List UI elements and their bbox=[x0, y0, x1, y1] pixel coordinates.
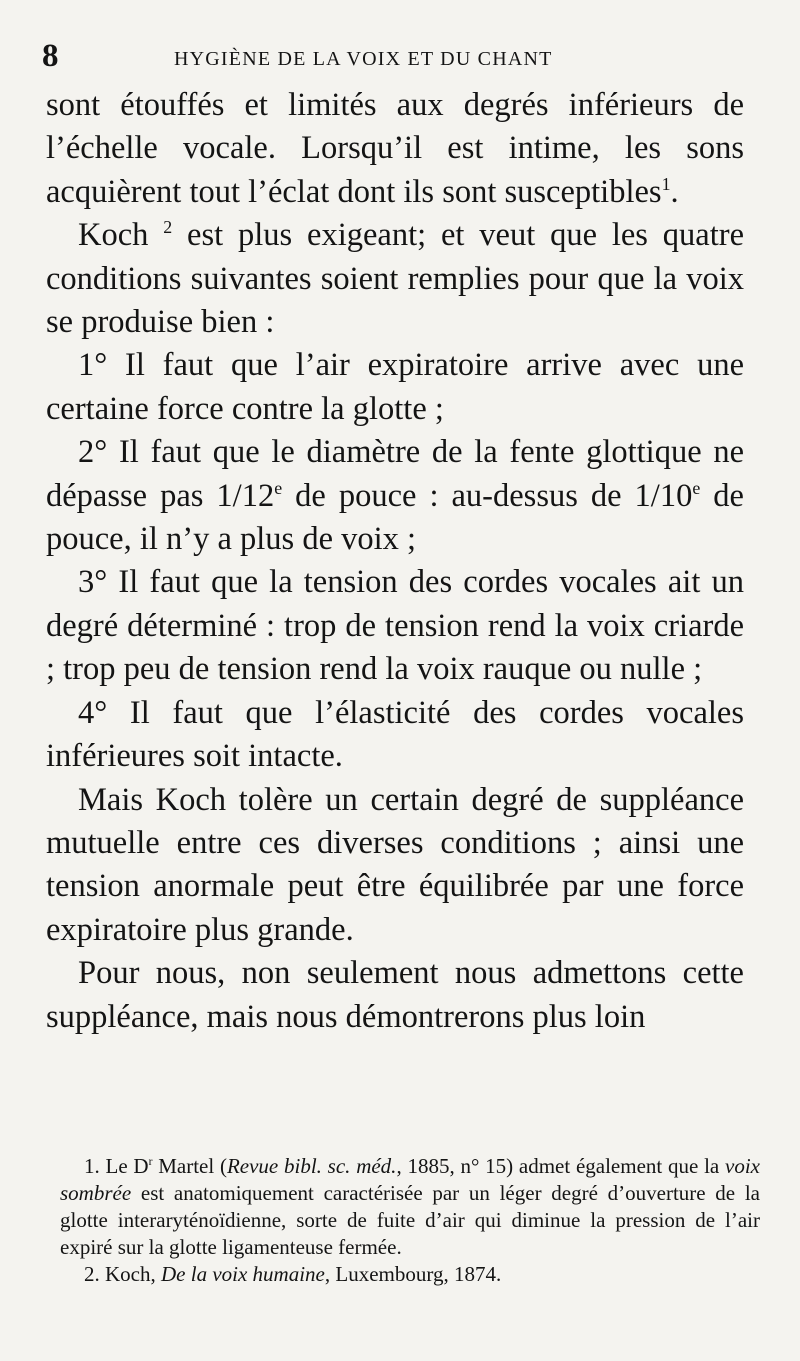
page-number: 8 bbox=[42, 38, 59, 74]
paragraph-koch bbox=[46, 214, 744, 344]
condition-text: de pouce : au-dessus de 1/10 bbox=[282, 477, 693, 514]
journal-title: Revue bibl. sc. méd. bbox=[226, 1154, 397, 1178]
ordinal-sup: e bbox=[274, 477, 283, 498]
paragraph-pour-nous: Pour nous, non seulement nous admettons cette suppléance, mais nous démontrerons plus loin bbox=[46, 955, 744, 1035]
running-title: HYGIÈNE DE LA VOIX ET DU CHANT bbox=[174, 48, 553, 70]
condition-4: 4° Il faut que l’élasticité des cordes vocales inférieures soit intacte. bbox=[46, 694, 744, 775]
condition-2 bbox=[46, 431, 744, 561]
condition-1: 1° Il faut que l’air expiratoire arrive avec une certaine force contre la glotte ; bbox=[46, 347, 744, 427]
ordinal-sup: e bbox=[692, 477, 701, 498]
footnote-1 bbox=[60, 1153, 760, 1261]
paragraph-text: est plus exigeant; et veut que les quatre conditions suivantes soient remplies pour que la voix se produise bien : bbox=[46, 217, 744, 341]
footnote-marker-2: 2 bbox=[163, 217, 173, 238]
footnote-text: 2. Koch, bbox=[84, 1262, 161, 1286]
footnote-text: Martel ( bbox=[152, 1154, 227, 1178]
footnotes bbox=[60, 1153, 760, 1288]
footnote-2 bbox=[60, 1261, 760, 1288]
title-abbrev-sup: r bbox=[148, 1156, 153, 1168]
main-text bbox=[46, 84, 744, 1039]
footnote-text: est anatomiquement caractérisée par un léger degré d’ouverture de la glotte interaryténoïdienne, sorte de fuite d’air qui diminue la pression de l’air expiré sur la glotte ligamenteuse fermée. bbox=[60, 1181, 760, 1259]
page-header bbox=[40, 38, 760, 78]
condition-3: 3° Il faut que la tension des cordes vocales ait un degré déterminé : trop de tension rend la voix criarde ; trop peu de tension rend la voix rauque ou nulle ; bbox=[46, 564, 744, 688]
term: voix sombrée bbox=[60, 1154, 760, 1205]
paragraph-continuation bbox=[46, 84, 744, 214]
paragraph-suppleance: Mais Koch tolère un certain degré de suppléance mutuelle entre ces diverses conditions ; ainsi une tension anormale peut être équilibrée par une force expiratoire plus grande. bbox=[46, 781, 744, 948]
condition-text: 2° Il faut que le diamètre de la fente glottique ne dépasse pas 1/12 bbox=[46, 434, 744, 514]
footnote-text: , 1885, n° 15) admet également que la bbox=[396, 1154, 725, 1178]
footnote-marker-1: 1 bbox=[661, 173, 671, 194]
paragraph-text: sont étouffés et limités aux degrés inférieurs de l’échelle vocale. Lorsqu’il est intime, les sons acquièrent tout l’éclat dont ils sont susceptibles bbox=[46, 87, 744, 210]
book-title: De la voix humaine bbox=[161, 1262, 325, 1286]
paragraph-end: . bbox=[670, 173, 679, 210]
author-name: Koch bbox=[78, 217, 149, 254]
footnote-text: , Luxembourg, 1874. bbox=[324, 1262, 502, 1286]
condition-text: de pouce, il n’y a plus de voix ; bbox=[46, 477, 744, 558]
footnote-text: 1. Le D bbox=[84, 1154, 149, 1178]
